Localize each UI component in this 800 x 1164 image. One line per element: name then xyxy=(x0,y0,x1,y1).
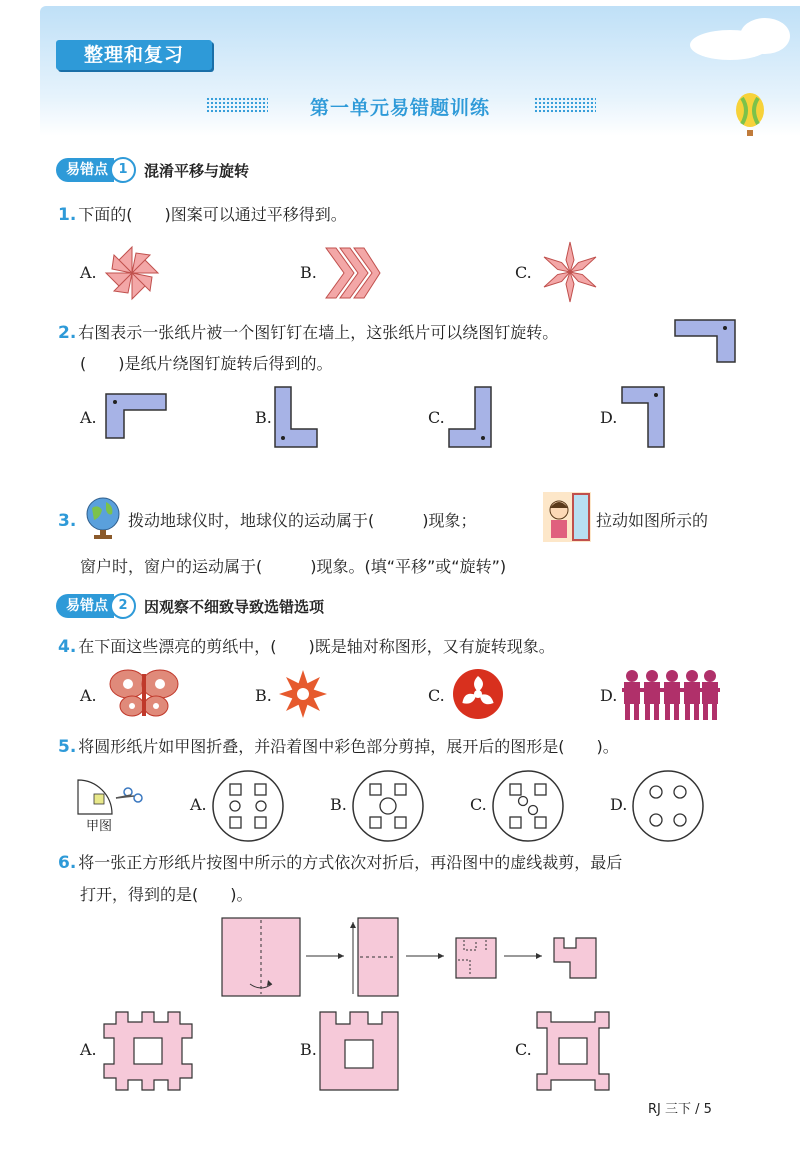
error-point-label: 易错点 xyxy=(56,594,114,618)
cross-cut-figure-b xyxy=(318,1010,400,1092)
girl-at-window-icon xyxy=(543,492,591,542)
q1-option-a: A. xyxy=(80,263,97,282)
question-text: 在下面这些漂亮的剪纸中，( )既是轴对称图形，又有旋转现象。 xyxy=(78,637,555,656)
question-text: 右图表示一张纸片被一个图钉钉在墙上，这张纸片可以绕图钉旋转。 xyxy=(78,323,559,342)
question-3-text-a: 拨动地球仪时，地球仪的运动属于( )现象； xyxy=(128,511,477,530)
error-point-number: 2 xyxy=(110,593,136,619)
l-shape-figure-d xyxy=(620,385,666,449)
q6-option-a: A. xyxy=(80,1040,97,1059)
question-3-text-b: 拉动如图所示的 xyxy=(596,511,709,530)
question-3-line-1 xyxy=(58,510,78,532)
error-point-1 xyxy=(56,158,249,182)
question-number: 3. xyxy=(58,511,77,531)
question-4 xyxy=(58,636,555,658)
folding-steps-diagram xyxy=(220,914,610,1000)
pinned-paper-figure xyxy=(673,318,737,364)
question-6-line-1 xyxy=(58,852,622,874)
question-number: 5. xyxy=(58,737,77,757)
unit-title: 第一单元易错题训练 xyxy=(309,97,490,119)
section-tag: 整理和复习 xyxy=(56,40,212,70)
question-number: 1. xyxy=(58,205,77,225)
cross-cut-figure-c xyxy=(535,1010,611,1092)
q2-option-d: D. xyxy=(600,408,618,427)
q2-option-c: C. xyxy=(428,408,445,427)
cross-cut-figure-a xyxy=(102,1010,194,1092)
l-shape-figure-a xyxy=(104,392,168,440)
question-5 xyxy=(58,736,619,758)
page-footer: RJ 三下 / 5 xyxy=(648,1102,712,1117)
question-2-line-1 xyxy=(58,322,558,344)
question-text: 将一张正方形纸片按图中所示的方式依次对折后，再沿图中的虚线裁剪，最后 xyxy=(78,853,623,872)
q2-option-b: B. xyxy=(255,408,272,427)
q5-option-c: C. xyxy=(470,795,487,814)
q1-option-b: B. xyxy=(300,263,317,282)
circle-cut-figure-a xyxy=(210,768,286,844)
q5-option-a: A. xyxy=(190,795,207,814)
globe-icon xyxy=(80,494,126,540)
error-point-title: 因观察不细致导致选错选项 xyxy=(144,597,325,616)
question-text: 下面的( )图案可以通过平移得到。 xyxy=(78,205,347,224)
error-point-2 xyxy=(56,594,324,618)
error-point-title: 混淆平移与旋转 xyxy=(144,161,250,180)
fish-circle-papercut-figure xyxy=(450,666,506,722)
q5-option-b: B. xyxy=(330,795,347,814)
title-dots-right xyxy=(534,97,596,113)
butterfly-papercut-figure xyxy=(106,666,182,722)
question-6-line-2: 打开，得到的是( )。 xyxy=(80,885,253,904)
q1-option-c: C. xyxy=(515,263,532,282)
question-1 xyxy=(58,204,347,226)
error-point-label: 易错点 xyxy=(56,158,114,182)
hot-air-balloon-icon xyxy=(730,92,770,138)
q4-option-c: C. xyxy=(428,686,445,705)
q4-option-b: B. xyxy=(255,686,272,705)
circle-cut-figure-d xyxy=(630,768,706,844)
question-number: 4. xyxy=(58,637,77,657)
q5-option-d: D. xyxy=(610,795,628,814)
question-3-line-2: 窗户时，窗户的运动属于( )现象。(填“平移”或“旋转”) xyxy=(80,557,507,576)
cloud-decoration xyxy=(740,18,790,54)
six-point-star-figure xyxy=(538,240,602,304)
question-number: 2. xyxy=(58,323,77,343)
snowflake-papercut-figure xyxy=(277,668,329,720)
chevron-stack-figure xyxy=(322,244,382,302)
error-point-number: 1 xyxy=(110,157,136,183)
circle-cut-figure-c xyxy=(490,768,566,844)
q4-option-d: D. xyxy=(600,686,618,705)
l-shape-figure-b xyxy=(273,385,319,449)
question-number: 6. xyxy=(58,853,77,873)
question-2-line-2: ( )是纸片绕图钉旋转后得到的。 xyxy=(80,354,333,373)
figure-label-jia: 甲图 xyxy=(86,819,113,834)
q4-option-a: A. xyxy=(80,686,97,705)
folded-paper-with-scissors-figure xyxy=(76,776,146,816)
people-chain-papercut-figure xyxy=(622,668,720,722)
question-text: 将圆形纸片如甲图折叠，并沿着图中彩色部分剪掉，展开后的图形是( )。 xyxy=(78,737,619,756)
q6-option-c: C. xyxy=(515,1040,532,1059)
l-shape-figure-c xyxy=(447,385,493,449)
q6-option-b: B. xyxy=(300,1040,317,1059)
circle-cut-figure-b xyxy=(350,768,426,844)
pinwheel-figure xyxy=(102,243,162,303)
q2-option-a: A. xyxy=(80,408,97,427)
